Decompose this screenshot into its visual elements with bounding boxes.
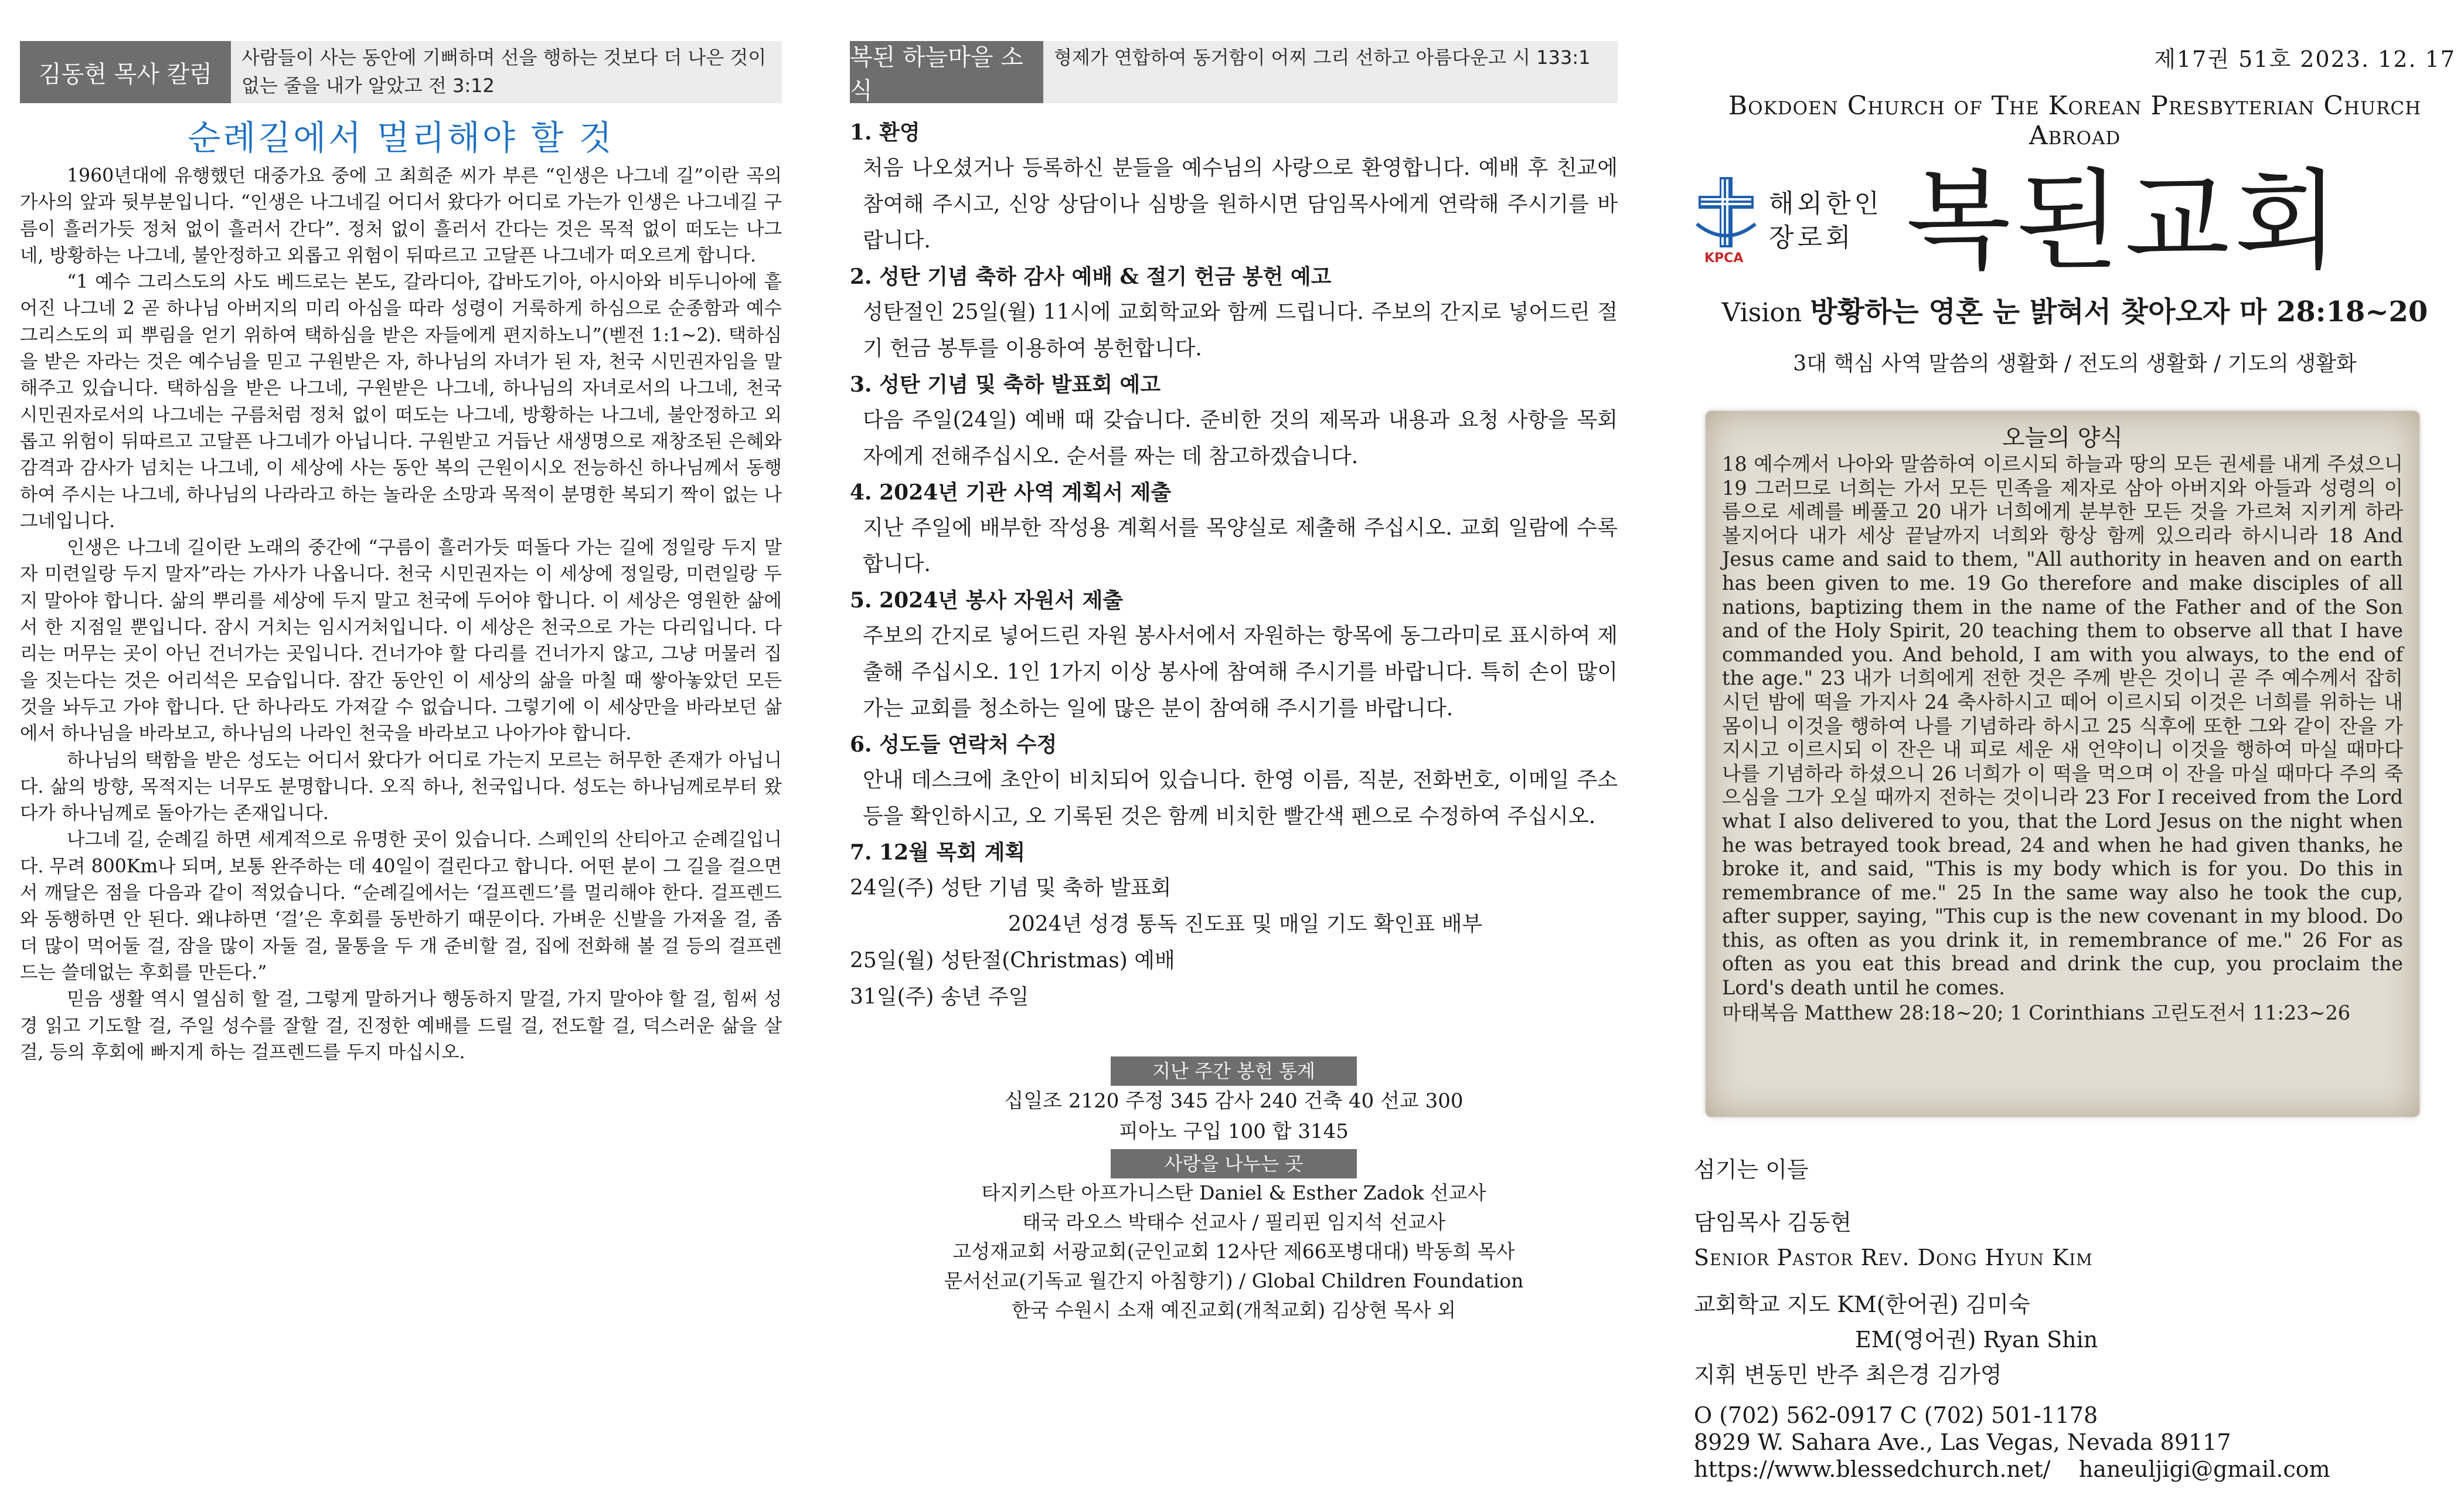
school-line: 교회학교 지도 KM(한어권) 김미숙: [1694, 1292, 2030, 1317]
sharing-title: 사랑을 나누는 곳: [1111, 1149, 1357, 1178]
schedule-event: 성탄절(Christmas) 예배: [940, 949, 1175, 973]
pastor-en: Senior Pastor Rev. Dong Hyun Kim: [1694, 1245, 2093, 1270]
column-paragraph: 나그네 길, 순례길 하면 세계적으로 유명한 곳이 있습니다. 스페인의 산티아고 순례길입니다. 무려 800Km나 되며, 보통 완주하는 데 40일이 걸린다고 합니다. 어떤 분이 그 길을 걸으면서 깨달은 점을 다음과 같이 적었습니다. “순례길에서는 ‘걸프렌드’를 멀리해야 한다. 걸프렌드와 동행하면 안 된다. 왜냐하면 ‘걸’은 후회를 동반하기 때문이다. 가벼운 신발을 가져올 걸, 좀 더 많이 먹어둘 걸, 잠을 많이 자둘 걸, 물통을 두 개 준비할 걸, 집에 전화해 볼 걸 등의 걸프렌드는 쓸데없는 후회를 만든다.”: [20, 829, 782, 983]
vision: [1694, 289, 2456, 329]
contact-line: [1694, 1456, 2456, 1483]
schedule-row: [850, 943, 1618, 979]
news-heading: 3. 성탄 기념 및 축하 발표회 예고: [850, 372, 1161, 397]
offering-line: 십일조 2120 주정 345 감사 240 건축 40 선교 300: [1004, 1089, 1464, 1113]
column-paragraph: 인생은 나그네 길이란 노래의 중간에 “구름이 흘러가듯 떠돌다 가는 길에 정일랑 두지 말자 미련일랑 두지 말자”라는 가사가 나옵니다. 천국 시민권자는 이 세상에 정일랑, 미련일랑 두지 말아야 합니다. 삶의 뿌리를 세상에 두지 말고 천국에 두어야 합니다. 이 세상은 영원한 삶에서 한 지점일 뿐입니다. 잠시 거치는 임시거처입니다. 이 세상은 천국으로 가는 다리입니다. 다리는 머무는 곳이 아닌 건너가는 곳입니다. 건너가야 할 다리를 건너가지 않고, 그냥 머물러 집을 짓는다는 것은 어리석은 모습입니다. 잠간 동안인 이 세상의 삶을 마칠 때 쌓아놓았던 모든 것을 놔두고 가야 합니다. 단 하나라도 가져갈 수 없습니다. 그렇기에 이 세상만을 바라보던 삶에서 하나님을 바라보고, 하나님의 나라인 천국을 바라보고 나아가야 합니다.: [20, 537, 782, 745]
daily-bread-card: [1706, 411, 2419, 1117]
logo-row: [1694, 158, 2456, 284]
daily-bread-title: 오늘의 양식: [2002, 424, 2123, 451]
sharing-section: [850, 1149, 1618, 1325]
core-ministries: 3대 핵심 사역 말씀의 생활화 / 전도의 생활화 / 기도의 생활화: [1793, 352, 2357, 376]
news-quote: 형제가 연합하여 동거함이 어찌 그리 선하고 아름다운고 시 133:1: [1043, 41, 1618, 103]
column-title: 순례길에서 멀리해야 할 것: [188, 118, 614, 158]
logo-caption: KPCA: [1704, 251, 1744, 266]
staff-section: [1694, 1152, 2456, 1483]
offering-title: 지난 주간 봉헌 통계: [1111, 1056, 1357, 1086]
sharing-line: 문서선교(기독교 월간지 아침향기) / Global Children Foundation: [944, 1269, 1524, 1292]
denomination-line: 장로회: [1769, 223, 1854, 253]
news-heading: 1. 환영: [850, 120, 920, 145]
news-heading: 4. 2024년 기관 사역 계획서 제출: [850, 480, 1172, 505]
pastor-column: [20, 41, 782, 1066]
vision-label: Vision: [1721, 298, 1802, 328]
offering-stats: [850, 1056, 1618, 1147]
email-link[interactable]: haneuljigi@gmail.com: [2078, 1456, 2330, 1482]
news-body: 안내 데스크에 초안이 비치되어 있습니다. 한영 이름, 직분, 전화번호, 이메일 주소 등을 확인하시고, 오 기록된 것은 함께 비치한 빨간색 펜으로 수정하여 주십시오.: [863, 768, 1618, 828]
news-body: 처음 나오셨거나 등록하신 분들을 예수님의 사랑으로 환영합니다. 예배 후 친교에 참여해 주시고, 신앙 상담이나 심방을 원하시면 담임목사에게 연락해 주시기를 바랍니다.: [863, 156, 1618, 253]
news-body: 지난 주일에 배부한 작성용 계획서를 목양실로 제출해 주십시오. 교회 일람에 수록합니다.: [863, 516, 1618, 576]
issue-date: 제17권 51호 2023. 12. 17: [2154, 46, 2456, 72]
church-news: [850, 41, 1618, 1325]
column-tag: 김동현 목사 칼럼: [20, 41, 231, 103]
schedule-date: 25일(월): [850, 949, 934, 973]
column-paragraph: 하나님의 택함을 받은 성도는 어디서 왔다가 어디로 가는지 모르는 허무한 존재가 아닙니다. 삶의 방향, 목적지는 너무도 분명합니다. 오직 하나, 천국입니다. 성도는 하나님께로부터 왔다가 하나님께로 돌아가는 존재입니다.: [20, 749, 782, 824]
news-tag: 복된 하늘마을 소식: [850, 41, 1043, 103]
phone-line: O (702) 562-0917 C (702) 501-1178: [1694, 1402, 2098, 1428]
column-paragraph: 1960년대에 유행했던 대중가요 중에 고 최희준 씨가 부른 “인생은 나그네 길”이란 곡의 가사의 앞과 뒷부분입니다. “인생은 나그네길 어디서 왔다가 어디로 가는가 인생은 나그네길 구름이 흘러가듯 정처 없이 흘러서 간다”. 정처 없이 흘러서 간다는 것은 목적 없이 떠도는 나그네, 방황하는 나그네, 불안정하고 외롭고 위험이 뒤따르고 고달픈 나그네가 떠오르게 합니다.: [20, 165, 782, 266]
denomination-line: 해외한인: [1769, 189, 1883, 219]
staff-title: 섬기는 이들: [1694, 1157, 1809, 1183]
sharing-line: 타지키스탄 아프가니스탄 Daniel & Esther Zadok 선교사: [981, 1181, 1486, 1204]
daily-bread-reference: 마태복음 Matthew 28:18~20; 1 Corinthians 고린도전서 11:23~26: [1722, 1001, 2351, 1024]
news-header: [850, 41, 1618, 103]
news-heading: 6. 성도들 연락처 수정: [850, 732, 1057, 757]
schedule-event: 성탄 기념 및 축하 발표회: [940, 876, 1172, 900]
column-paragraph: “1 예수 그리스도의 사도 베드로는 본도, 갈라디아, 갑바도기아, 아시아와 비두니아에 흩어진 나그네 2 곧 하나님 아버지의 미리 아심을 따라 성령이 거룩하게 하심으로 순종함과 예수 그리스도의 피 뿌림을 얻기 위하여 택하심을 받은 자들에게 편지하노니”(벧전 1:1~2). 택하심을 받은 자라는 것은 예수님을 믿고 구원받은 자, 하나님의 자녀가 된 자, 천국 시민권자임을 말해주고 있습니다. 택하심을 받은 나그네, 구원받은 나그네, 하나님의 자녀로서의 나그네, 천국 시민권자로서의 나그네는 구름처럼 정처 없이 떠도는 나그네, 방황하는 나그네, 불안정하고 외롭고 위험이 뒤따르고 고달픈 나그네가 아닙니다. 구원받고 거듭난 새생명으로 재창조된 은혜와 감격과 감사가 넘치는 나그네, 이 세상에 사는 동안 복의 근원이시오 전능하신 하나님께서 동행하여 주시는 나그네, 하나님의 나라라고 하는 놀라운 소망과 목적이 분명한 복되기 짝이 없는 나그네입니다.: [20, 271, 782, 532]
sharing-line: 태국 라오스 박태수 선교사 / 필리핀 임지석 선교사: [1022, 1211, 1446, 1234]
schedule-date: 24일(주): [850, 876, 934, 900]
schedule-heading: 7. 12월 목회 계획: [850, 840, 1026, 865]
daily-bread-text: 18 예수께서 나아와 말씀하여 이르시되 하늘과 땅의 모든 권세를 내게 주셨으니 19 그러므로 너희는 가서 모든 민족을 제자로 삼아 아버지와 아들과 성령의 이름으로 세례를 베풀고 20 내가 너희에게 분부한 모든 것을 가르쳐 지키게 하라 볼지어다 내가 세상 끝날까지 너희와 항상 함께 있으리라 하시니라 18 And Jesus came and said to them, "All authority in heaven and on earth has been given to me. 19 Go therefore and make disciples of all nations, baptizing them in the name of the Father and of the Son and of the Holy Spirit, 20 teaching them to observe all that I have commanded you. And behold, I am with you always, to the end of the age." 23 내가 너희에게 전한 것은 주께 받은 것이니 곧 주 예수께서 잡히시던 밤에 떡을 가지사 24 축사하시고 떼어 이르시되 이것은 너희를 위하는 내 몸이니 이것을 행하여 나를 기념하라 하시고 25 식후에 또한 그와 같이 잔을 가지시고 이르시되 이 잔은 내 피로 세운 새 언약이니 이것을 행하여 마실 때마다 나를 기념하라 하셨으니 26 너희가 이 떡을 먹으며 이 잔을 마실 때마다 주의 죽으심을 그가 오실 때까지 전하는 것이니라 23 For I received from the Lord what I also delivered to you, that the Lord Jesus on the night when he was betrayed took bread, 24 and when he had given thanks, he broke it, and said, "This is my body which is for you. Do this in remembrance of me." 25 In the same way also he took the cup, after supper, saying, "This cup is the new covenant in my blood. Do this, as often as you drink it, in remembrance of me." 26 For as often as you eat this bread and drink the cup, you proclaim the Lord's death until he comes.: [1722, 453, 2403, 1000]
school-line: EM(영어권) Ryan Shin: [1855, 1327, 2098, 1353]
news-list: [850, 115, 1618, 1015]
sharing-line: 고성재교회 서광교회(군인교회 12사단 제66포병대대) 박동희 목사: [952, 1240, 1515, 1263]
schedule-row: [850, 870, 1618, 906]
pastor-ko: 담임목사 김동현: [1694, 1209, 1852, 1235]
kpca-logo: [1694, 171, 1758, 271]
schedule-row: [850, 979, 1618, 1015]
offering-line: 피아노 구입 100 합 3145: [1119, 1120, 1349, 1143]
column-paragraph: 믿음 생활 역시 열심히 할 걸, 그렇게 말하거나 행동하지 말걸, 가지 말아야 할 걸, 힘써 성경 읽고 기도할 걸, 주일 성수를 잘할 걸, 진정한 예배를 드릴 걸, 전도할 걸, 덕스러운 삶을 살걸, 등의 후회에 빠지게 하는 걸프렌드를 두지 마십시오.: [20, 988, 782, 1063]
staff-line: 지휘 변동민 반주 최은경 김가영: [1694, 1362, 2002, 1388]
schedule-event: 2024년 성경 통독 진도표 및 매일 기도 확인표 배부: [1008, 912, 1483, 936]
news-body: 주보의 간지로 넣어드린 자원 봉사서에서 자원하는 항목에 동그라미로 표시하여 제출해 주십시오. 1인 1가지 이상 봉사에 참여해 주시기를 바랍니다. 특히 손이 많이 가는 교회를 청소하는 일에 많은 분이 참여해 주시기를 바랍니다.: [863, 624, 1618, 721]
news-body: 다음 주일(24일) 예배 때 갖습니다. 준비한 것의 제목과 내용과 요청 사항을 목회자에게 전해주십시오. 순서를 짜는 데 참고하겠습니다.: [863, 408, 1618, 468]
sharing-line: 한국 수원시 소재 예진교회(개척교회) 김상현 목사 외: [1011, 1299, 1456, 1321]
church-name: 복된교회: [1906, 158, 2344, 284]
news-body: 성탄절인 25일(월) 11시에 교회학교와 함께 드립니다. 주보의 간지로 넣어드린 절기 헌금 봉투를 이용하여 봉헌합니다.: [863, 300, 1618, 361]
column-header: [20, 41, 782, 103]
news-heading: 2. 성탄 기념 축하 감사 예배 & 절기 헌금 봉헌 예고: [850, 264, 1332, 289]
address-line: 8929 W. Sahara Ave., Las Vegas, Nevada 89117: [1694, 1429, 2231, 1455]
website-link[interactable]: https://www.blessedchurch.net/: [1694, 1456, 2051, 1482]
masthead-column: [1694, 41, 2456, 1483]
news-heading: 5. 2024년 봉사 자원서 제출: [850, 588, 1124, 613]
schedule-date: 31일(주): [850, 985, 934, 1009]
schedule-row: [850, 906, 1618, 943]
column-quote: 사람들이 사는 동안에 기뻐하며 선을 행하는 것보다 더 나은 것이 없는 줄을 내가 알았고 전 3:12: [231, 41, 782, 103]
denomination: [1769, 187, 1883, 255]
english-church-name: Bokdoen Church of The Korean Presbyterian Church Abroad: [1728, 91, 2422, 151]
schedule-event: 송년 주일: [940, 985, 1029, 1009]
vision-text: 방황하는 영혼 눈 밝혀서 찾아오자 마 28:18~20: [1810, 295, 2428, 328]
